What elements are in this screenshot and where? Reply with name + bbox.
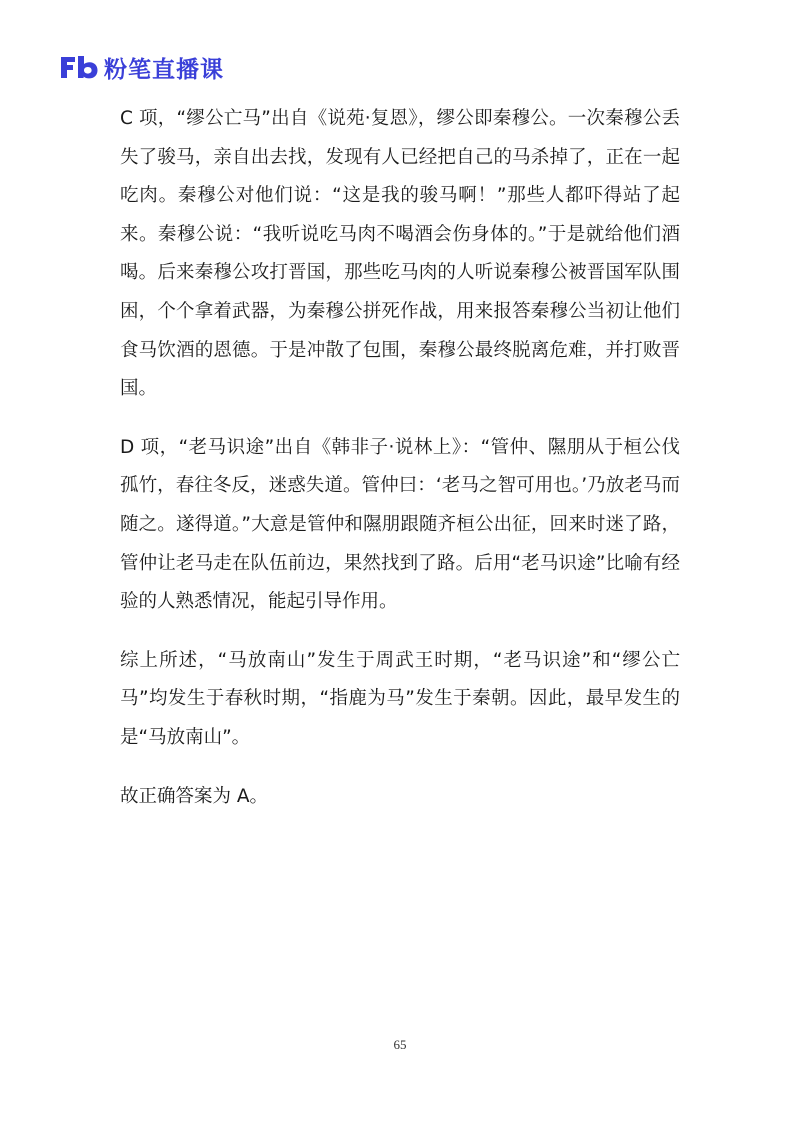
header [58,50,224,84]
paragraph-option-d: D 项，“老马识途”出自《韩非子·说林上》：“管仲、隰朋从于桓公伐孤竹，春往冬反，迷惑失道。管仲曰：‘老马之智可用也。’乃放老马而随之。遂得道。”大意是管仲和隰朋跟随齐桓公出征，回来时迷了路，管仲让老马走在队伍前边，果然找到了路。后用“老马识途”比喻有经验的人熟悉情况，能起引导作用。 [120,436,680,613]
paragraph-summary: 综上所述，“马放南山”发生于周武王时期，“老马识途”和“缪公亡马”均发生于春秋时期，“指鹿为马”发生于秦朝。因此，最早发生的是“马放南山”。 [120,649,680,748]
document-body [120,100,680,836]
brand-name: 粉笔直播课 [104,56,224,83]
fenbi-logo-icon [58,52,100,82]
paragraph-option-c: C 项，“缪公亡马”出自《说苑·复恩》，缪公即秦穆公。一次秦穆公丢失了骏马，亲自出去找，发现有人已经把自己的马杀掉了，正在一起吃肉。秦穆公对他们说：“这是我的骏马啊！”那些人都吓得站了起来。秦穆公说：“我听说吃马肉不喝酒会伤身体的。”于是就给他们酒喝。后来秦穆公攻打晋国，那些吃马肉的人听说秦穆公被晋国军队围困，个个拿着武器，为秦穆公拼死作战，用来报答秦穆公当初让他们食马饮酒的恩德。于是冲散了包围，秦穆公最终脱离危难，并打败晋国。 [120,108,680,400]
paragraph-answer: 故正确答案为 A。 [120,785,269,807]
page-number: 65 [393,1037,407,1052]
